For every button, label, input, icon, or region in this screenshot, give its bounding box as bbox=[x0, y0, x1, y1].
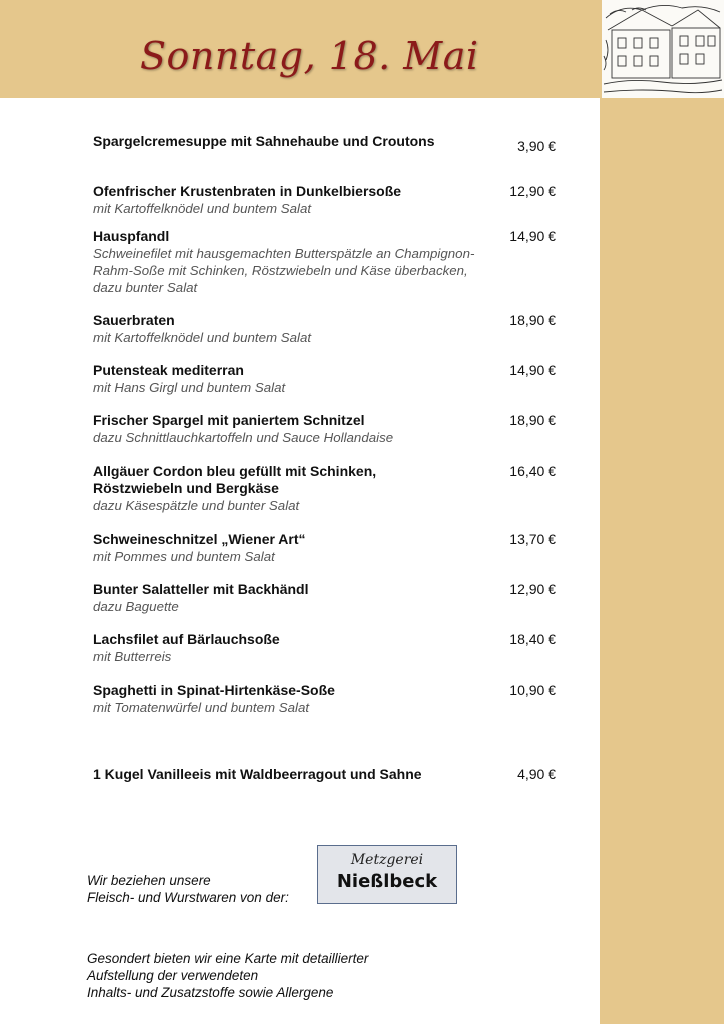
dish-price: 12,90 € bbox=[509, 581, 556, 597]
allergen-line: Inhalts- und Zusatzstoffe sowie Allergene bbox=[87, 985, 334, 1000]
menu-item bbox=[93, 581, 563, 615]
dish-description: mit Kartoffelknödel und buntem Salat bbox=[93, 201, 312, 216]
menu-item bbox=[93, 228, 488, 296]
dish-price: 18,90 € bbox=[509, 412, 556, 428]
dish-name: Spargelcremesuppe mit Sahnehaube und Croutons bbox=[93, 133, 435, 149]
house-sketch-image bbox=[602, 0, 724, 98]
dish-name: Hauspfandl bbox=[93, 228, 170, 244]
page-title: Sonntag, 18. Mai bbox=[140, 34, 479, 78]
menu-item bbox=[93, 682, 563, 716]
menu-item bbox=[93, 463, 403, 514]
dish-name: Lachsfilet auf Bärlauchsoße bbox=[93, 631, 280, 647]
menu-item bbox=[93, 183, 563, 217]
menu-item bbox=[93, 412, 563, 446]
menu-item bbox=[93, 531, 563, 565]
menu-item bbox=[93, 133, 563, 150]
dish-description: mit Tomatenwürfel und buntem Salat bbox=[93, 700, 310, 715]
allergen-note bbox=[87, 950, 368, 1001]
dish-description: Schweinefilet mit hausgemachten Butterspätzle an Champignon-Rahm-Soße mit Schinken, Röstzwiebeln und Käse überbacken, dazu bunter Salat bbox=[93, 246, 475, 295]
dish-description: mit Hans Girgl und buntem Salat bbox=[93, 380, 286, 395]
dish-name: Bunter Salatteller mit Backhändl bbox=[93, 581, 309, 597]
menu-item bbox=[93, 766, 563, 783]
side-band bbox=[600, 0, 724, 1024]
dish-name: Allgäuer Cordon bleu gefüllt mit Schinken, Röstzwiebeln und Bergkäse bbox=[93, 463, 377, 496]
dish-name: Ofenfrischer Krustenbraten in Dunkelbiersoße bbox=[93, 183, 402, 199]
allergen-line: Aufstellung der verwendeten bbox=[87, 968, 259, 983]
dish-price: 12,90 € bbox=[509, 183, 556, 199]
allergen-line: Gesondert bieten wir eine Karte mit detaillierter bbox=[87, 951, 369, 966]
dish-name: Spaghetti in Spinat-Hirtenkäse-Soße bbox=[93, 682, 335, 698]
supplier-line: Wir beziehen unsere bbox=[87, 873, 211, 888]
dish-name: Sauerbraten bbox=[93, 312, 175, 328]
dish-description: mit Butterreis bbox=[93, 649, 172, 664]
menu-item bbox=[93, 312, 563, 346]
dish-price: 3,90 € bbox=[517, 138, 556, 154]
supplier-line: Fleisch- und Wurstwaren von der: bbox=[87, 890, 289, 905]
dish-price: 18,90 € bbox=[509, 312, 556, 328]
dish-name: 1 Kugel Vanilleeis mit Waldbeerragout und Sahne bbox=[93, 766, 422, 782]
dish-name: Putensteak mediterran bbox=[93, 362, 244, 378]
dish-price: 4,90 € bbox=[517, 766, 556, 782]
logo-subtitle: Metzgerei bbox=[350, 852, 424, 868]
dish-description: dazu Schnittlauchkartoffeln und Sauce Hollandaise bbox=[93, 430, 394, 445]
dish-price: 10,90 € bbox=[509, 682, 556, 698]
menu-item bbox=[93, 631, 563, 665]
dish-description: mit Kartoffelknödel und buntem Salat bbox=[93, 330, 312, 345]
dish-name: Frischer Spargel mit paniertem Schnitzel bbox=[93, 412, 365, 428]
dish-name: Schweineschnitzel „Wiener Art“ bbox=[93, 531, 306, 547]
dish-description: dazu Baguette bbox=[93, 599, 179, 614]
dish-price: 14,90 € bbox=[509, 362, 556, 378]
logo-name: Nießlbeck bbox=[336, 871, 438, 892]
dish-price: 13,70 € bbox=[509, 531, 556, 547]
supplier-note bbox=[87, 872, 289, 906]
dish-price: 14,90 € bbox=[509, 228, 556, 244]
dish-description: dazu Käsespätzle und bunter Salat bbox=[93, 498, 300, 513]
dish-price: 18,40 € bbox=[509, 631, 556, 647]
butcher-logo bbox=[317, 845, 457, 904]
house-sketch-icon bbox=[602, 0, 724, 98]
dish-description: mit Pommes und buntem Salat bbox=[93, 549, 275, 564]
dish-price: 16,40 € bbox=[509, 463, 556, 479]
menu-item bbox=[93, 362, 563, 396]
